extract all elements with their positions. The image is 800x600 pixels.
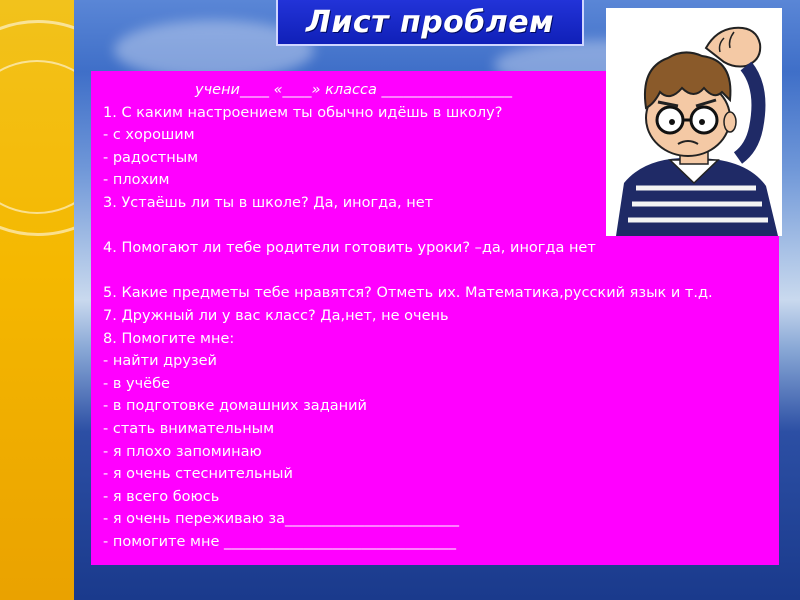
question-line: 8. Помогите мне: [103, 330, 235, 347]
answer-line: - помогите мне ________________________________ [103, 533, 456, 550]
question-line: 7. Дружный ли у вас класс? Да,нет, не очень [103, 307, 449, 324]
answer-line: - найти друзей [103, 353, 217, 370]
question-line: 5. Какие предметы тебе нравятся? Отметь их. Математика,русский язык и т.д. [103, 285, 713, 302]
answer-line: - я очень стеснительный [103, 466, 293, 483]
answer-line: - я всего боюсь [103, 488, 220, 505]
answer-line: - в учёбе [103, 375, 170, 392]
answer-line: - стать внимательным [103, 420, 275, 437]
confused-boy-illustration [606, 8, 782, 236]
slide-title-box [276, 0, 584, 46]
question-line: 4. Помогают ли тебе родители готовить уроки? –да, иногда нет [103, 240, 596, 257]
answer-line: - я очень переживаю за________________________ [103, 511, 460, 528]
confused-boy-icon [606, 8, 782, 236]
answer-line: - радостным [103, 149, 199, 166]
blank-line [103, 260, 771, 283]
question-line: 3. Устаёшь ли ты в школе? Да, иногда, нет [103, 194, 434, 211]
answer-line: - в подготовке домашних заданий [103, 398, 367, 415]
answer-line: - с хорошим [103, 127, 195, 144]
header-line: учени____ «____» класса __________________ [195, 82, 512, 98]
answer-line: - я плохо запоминаю [103, 443, 262, 460]
question-line: 1. С каким настроением ты обычно идёшь в школу? [103, 104, 503, 121]
slide-title: Лист проблем [305, 4, 555, 40]
answer-line: - плохим [103, 172, 170, 189]
